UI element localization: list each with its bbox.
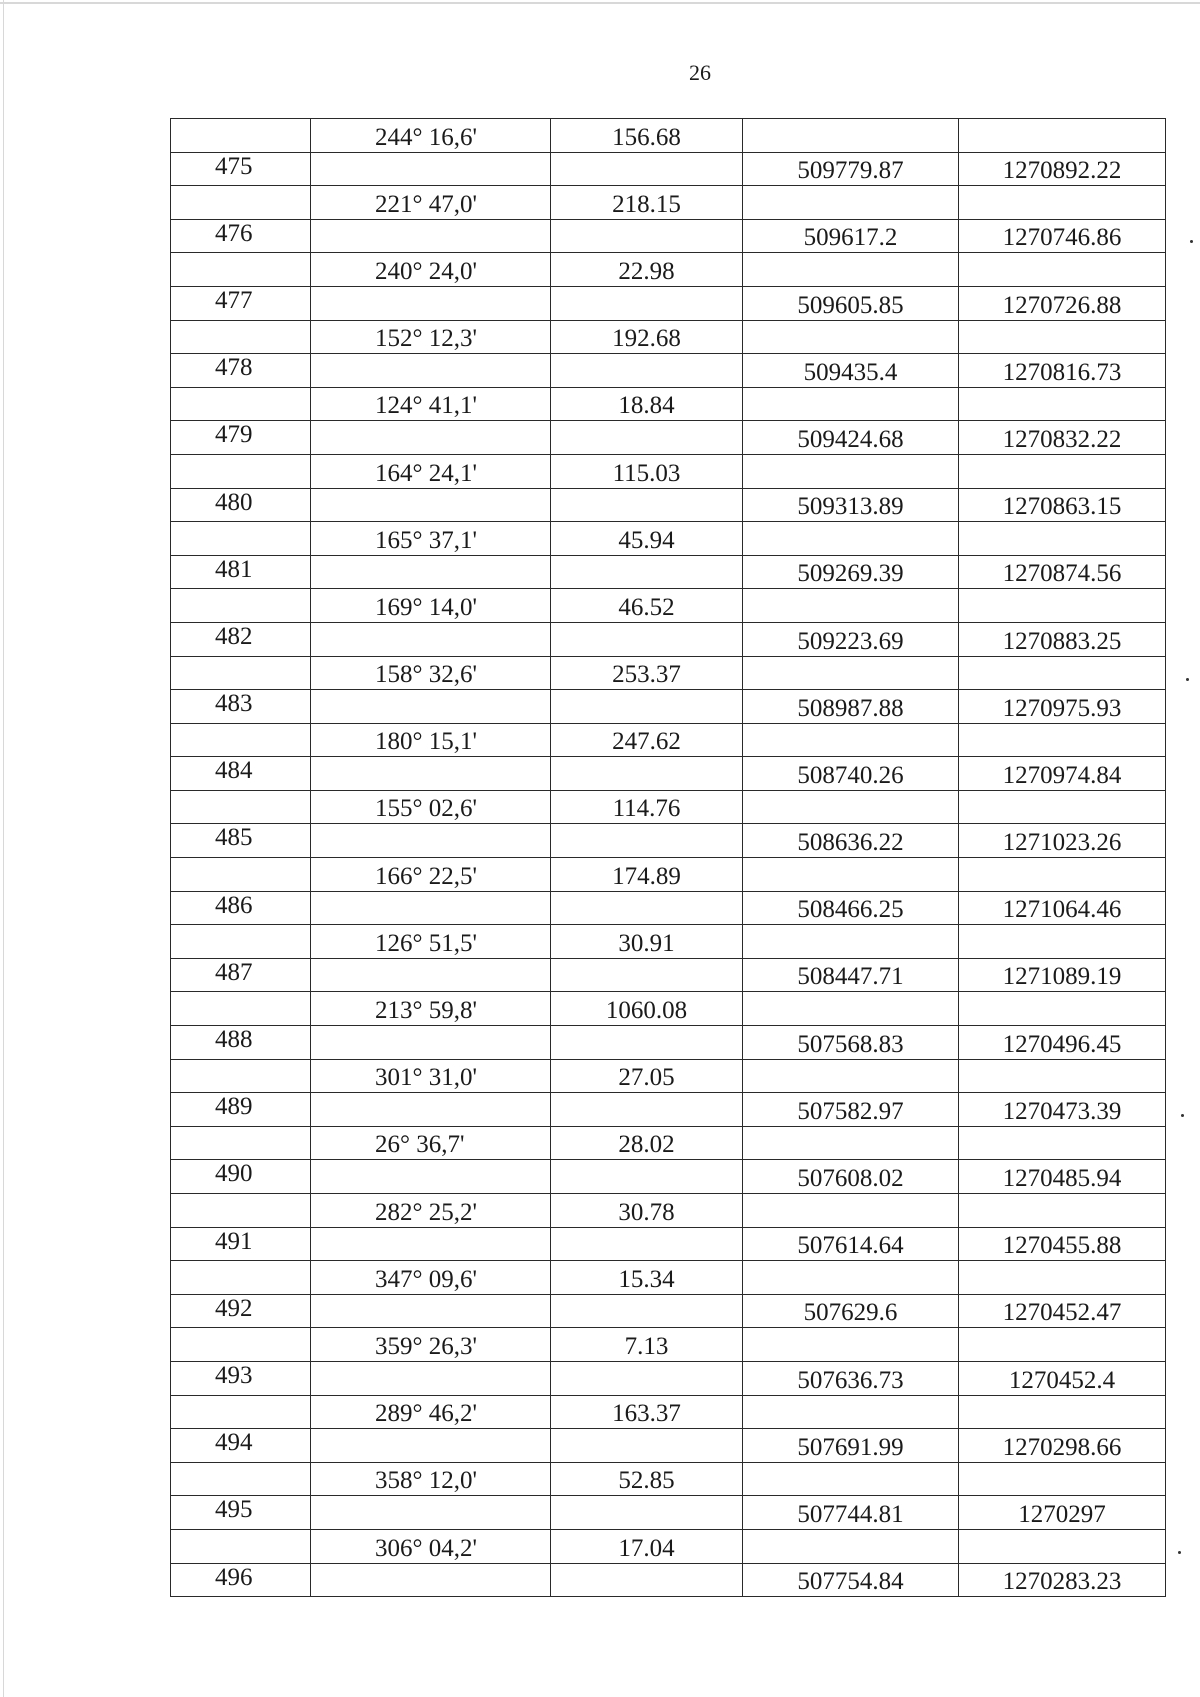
point-number-cell: 477	[171, 286, 311, 320]
y-coordinate-cell: 1270455.88	[959, 1227, 1166, 1261]
table-row-point	[171, 690, 1166, 724]
point-number-cell: 490	[171, 1160, 311, 1194]
distance-cell: 192.68	[551, 320, 743, 354]
distance-cell	[551, 690, 743, 724]
y-coordinate-cell: 1270297	[959, 1496, 1166, 1530]
x-coordinate-cell: 509605.85	[743, 286, 959, 320]
distance-cell: 15.34	[551, 1261, 743, 1295]
point-number-cell	[171, 186, 311, 220]
direction-angle-cell: 359° 26,3'	[311, 1328, 551, 1362]
table-row-segment	[171, 656, 1166, 690]
point-number-cell	[171, 589, 311, 623]
x-coordinate-cell: 507754.84	[743, 1563, 959, 1597]
y-coordinate-cell: 1270496.45	[959, 1026, 1166, 1060]
y-coordinate-cell	[959, 1462, 1166, 1496]
x-coordinate-cell: 508466.25	[743, 891, 959, 925]
direction-angle-cell: 152° 12,3'	[311, 320, 551, 354]
y-coordinate-cell: 1270883.25	[959, 622, 1166, 656]
y-coordinate-cell: 1270874.56	[959, 555, 1166, 589]
x-coordinate-cell: 508987.88	[743, 690, 959, 724]
point-number-cell: 483	[171, 690, 311, 724]
distance-cell	[551, 152, 743, 186]
point-number-cell	[171, 723, 311, 757]
table-row-segment	[171, 1529, 1166, 1563]
point-number-cell	[171, 119, 311, 153]
page-number: 26	[689, 60, 711, 85]
direction-angle-cell: 166° 22,5'	[311, 858, 551, 892]
y-coordinate-cell	[959, 522, 1166, 556]
table-row-segment	[171, 925, 1166, 959]
distance-cell: 45.94	[551, 522, 743, 556]
table-row-segment	[171, 119, 1166, 153]
point-number-cell: 476	[171, 219, 311, 253]
table-row-point	[171, 958, 1166, 992]
distance-cell	[551, 286, 743, 320]
direction-angle-cell: 180° 15,1'	[311, 723, 551, 757]
x-coordinate-cell	[743, 1261, 959, 1295]
y-coordinate-cell	[959, 925, 1166, 959]
point-number-cell: 486	[171, 891, 311, 925]
distance-cell: 115.03	[551, 454, 743, 488]
y-coordinate-cell: 1270726.88	[959, 286, 1166, 320]
point-number-cell	[171, 454, 311, 488]
x-coordinate-cell	[743, 589, 959, 623]
direction-angle-cell	[311, 152, 551, 186]
table-row-segment	[171, 858, 1166, 892]
distance-cell: 18.84	[551, 387, 743, 421]
direction-angle-cell: 124° 41,1'	[311, 387, 551, 421]
point-number-cell: 495	[171, 1496, 311, 1530]
x-coordinate-cell	[743, 858, 959, 892]
point-number-cell: 485	[171, 824, 311, 858]
x-coordinate-cell: 509424.68	[743, 421, 959, 455]
x-coordinate-cell	[743, 253, 959, 287]
distance-cell: 46.52	[551, 589, 743, 623]
y-coordinate-cell	[959, 119, 1166, 153]
y-coordinate-cell	[959, 1059, 1166, 1093]
table-row-point	[171, 824, 1166, 858]
scan-speck	[1186, 678, 1189, 681]
direction-angle-cell	[311, 1227, 551, 1261]
direction-angle-cell: 244° 16,6'	[311, 119, 551, 153]
x-coordinate-cell: 507608.02	[743, 1160, 959, 1194]
table-row-segment	[171, 454, 1166, 488]
scan-speck	[1181, 1114, 1184, 1117]
y-coordinate-cell	[959, 454, 1166, 488]
y-coordinate-cell: 1270816.73	[959, 354, 1166, 388]
table-row-point	[171, 1227, 1166, 1261]
x-coordinate-cell	[743, 1462, 959, 1496]
y-coordinate-cell: 1271064.46	[959, 891, 1166, 925]
direction-angle-cell	[311, 1496, 551, 1530]
y-coordinate-cell	[959, 790, 1166, 824]
distance-cell: 1060.08	[551, 992, 743, 1026]
y-coordinate-cell: 1270746.86	[959, 219, 1166, 253]
table-row-segment	[171, 1462, 1166, 1496]
y-coordinate-cell	[959, 320, 1166, 354]
distance-cell: 17.04	[551, 1529, 743, 1563]
point-number-cell	[171, 992, 311, 1026]
point-number-cell	[171, 925, 311, 959]
table-row-point	[171, 152, 1166, 186]
direction-angle-cell	[311, 690, 551, 724]
distance-cell	[551, 622, 743, 656]
point-number-cell	[171, 1059, 311, 1093]
x-coordinate-cell: 509269.39	[743, 555, 959, 589]
y-coordinate-cell	[959, 1529, 1166, 1563]
direction-angle-cell	[311, 1026, 551, 1060]
table-row-point	[171, 354, 1166, 388]
direction-angle-cell: 306° 04,2'	[311, 1529, 551, 1563]
x-coordinate-cell: 507744.81	[743, 1496, 959, 1530]
distance-cell	[551, 421, 743, 455]
x-coordinate-cell: 507691.99	[743, 1429, 959, 1463]
direction-angle-cell	[311, 891, 551, 925]
table-row-segment	[171, 992, 1166, 1026]
x-coordinate-cell	[743, 1194, 959, 1228]
y-coordinate-cell: 1270283.23	[959, 1563, 1166, 1597]
direction-angle-cell	[311, 286, 551, 320]
distance-cell	[551, 1294, 743, 1328]
distance-cell: 253.37	[551, 656, 743, 690]
y-coordinate-cell: 1270863.15	[959, 488, 1166, 522]
table-row-segment	[171, 790, 1166, 824]
table-row-point	[171, 1294, 1166, 1328]
y-coordinate-cell: 1270452.4	[959, 1361, 1166, 1395]
direction-angle-cell	[311, 757, 551, 791]
direction-angle-cell: 347° 09,6'	[311, 1261, 551, 1295]
point-number-cell: 480	[171, 488, 311, 522]
direction-angle-cell	[311, 488, 551, 522]
distance-cell	[551, 891, 743, 925]
table-row-point	[171, 555, 1166, 589]
point-number-cell: 488	[171, 1026, 311, 1060]
point-number-cell: 478	[171, 354, 311, 388]
y-coordinate-cell: 1270974.84	[959, 757, 1166, 791]
distance-cell	[551, 1093, 743, 1127]
table-row-point	[171, 488, 1166, 522]
scan-speck	[1190, 240, 1193, 243]
distance-cell	[551, 757, 743, 791]
x-coordinate-cell	[743, 925, 959, 959]
table-row-point	[171, 1160, 1166, 1194]
point-number-cell	[171, 1261, 311, 1295]
distance-cell	[551, 1496, 743, 1530]
y-coordinate-cell	[959, 1194, 1166, 1228]
distance-cell	[551, 1026, 743, 1060]
table-row-point	[171, 891, 1166, 925]
direction-angle-cell: 26° 36,7'	[311, 1126, 551, 1160]
y-coordinate-cell: 1270473.39	[959, 1093, 1166, 1127]
direction-angle-cell: 282° 25,2'	[311, 1194, 551, 1228]
x-coordinate-cell: 509617.2	[743, 219, 959, 253]
direction-angle-cell: 289° 46,2'	[311, 1395, 551, 1429]
direction-angle-cell: 164° 24,1'	[311, 454, 551, 488]
distance-cell	[551, 488, 743, 522]
point-number-cell	[171, 790, 311, 824]
direction-angle-cell: 221° 47,0'	[311, 186, 551, 220]
point-number-cell: 487	[171, 958, 311, 992]
point-number-cell	[171, 656, 311, 690]
distance-cell	[551, 555, 743, 589]
x-coordinate-cell	[743, 320, 959, 354]
distance-cell: 247.62	[551, 723, 743, 757]
distance-cell: 30.78	[551, 1194, 743, 1228]
y-coordinate-cell	[959, 992, 1166, 1026]
x-coordinate-cell	[743, 1126, 959, 1160]
x-coordinate-cell	[743, 119, 959, 153]
direction-angle-cell	[311, 958, 551, 992]
x-coordinate-cell	[743, 992, 959, 1026]
table-row-point	[171, 219, 1166, 253]
table-row-segment	[171, 186, 1166, 220]
direction-angle-cell: 301° 31,0'	[311, 1059, 551, 1093]
table-row-segment	[171, 253, 1166, 287]
table-row-point	[171, 1429, 1166, 1463]
point-number-cell: 482	[171, 622, 311, 656]
direction-angle-cell	[311, 555, 551, 589]
x-coordinate-cell	[743, 1395, 959, 1429]
y-coordinate-cell: 1270452.47	[959, 1294, 1166, 1328]
point-number-cell: 475	[171, 152, 311, 186]
x-coordinate-cell	[743, 1059, 959, 1093]
y-coordinate-cell	[959, 1261, 1166, 1295]
point-number-cell	[171, 253, 311, 287]
x-coordinate-cell	[743, 790, 959, 824]
table-row-segment	[171, 1126, 1166, 1160]
point-number-cell	[171, 858, 311, 892]
y-coordinate-cell: 1271089.19	[959, 958, 1166, 992]
x-coordinate-cell: 507629.6	[743, 1294, 959, 1328]
direction-angle-cell: 158° 32,6'	[311, 656, 551, 690]
distance-cell	[551, 219, 743, 253]
direction-angle-cell: 126° 51,5'	[311, 925, 551, 959]
direction-angle-cell	[311, 421, 551, 455]
point-number-cell	[171, 1194, 311, 1228]
y-coordinate-cell	[959, 186, 1166, 220]
x-coordinate-cell	[743, 454, 959, 488]
distance-cell: 28.02	[551, 1126, 743, 1160]
point-number-cell: 479	[171, 421, 311, 455]
direction-angle-cell: 358° 12,0'	[311, 1462, 551, 1496]
x-coordinate-cell: 507568.83	[743, 1026, 959, 1060]
table-row-point	[171, 622, 1166, 656]
point-number-cell	[171, 1328, 311, 1362]
distance-cell	[551, 1563, 743, 1597]
distance-cell: 27.05	[551, 1059, 743, 1093]
table-row-segment	[171, 1261, 1166, 1295]
scan-speck	[1178, 1551, 1181, 1554]
point-number-cell: 481	[171, 555, 311, 589]
x-coordinate-cell	[743, 656, 959, 690]
table-row-point	[171, 757, 1166, 791]
table-row-segment	[171, 387, 1166, 421]
y-coordinate-cell	[959, 656, 1166, 690]
point-number-cell	[171, 1126, 311, 1160]
x-coordinate-cell	[743, 1529, 959, 1563]
y-coordinate-cell	[959, 1328, 1166, 1362]
scan-edge-line	[0, 2, 1200, 4]
y-coordinate-cell: 1270832.22	[959, 421, 1166, 455]
y-coordinate-cell	[959, 1126, 1166, 1160]
point-number-cell	[171, 1395, 311, 1429]
point-number-cell	[171, 1529, 311, 1563]
distance-cell: 174.89	[551, 858, 743, 892]
x-coordinate-cell	[743, 723, 959, 757]
point-number-cell: 484	[171, 757, 311, 791]
table-row-point	[171, 1563, 1166, 1597]
point-number-cell: 496	[171, 1563, 311, 1597]
x-coordinate-cell: 507614.64	[743, 1227, 959, 1261]
coordinate-table	[170, 118, 1166, 1597]
y-coordinate-cell	[959, 387, 1166, 421]
table-row-point	[171, 1361, 1166, 1395]
direction-angle-cell: 240° 24,0'	[311, 253, 551, 287]
y-coordinate-cell	[959, 589, 1166, 623]
point-number-cell	[171, 522, 311, 556]
table-row-segment	[171, 1059, 1166, 1093]
direction-angle-cell	[311, 824, 551, 858]
y-coordinate-cell: 1271023.26	[959, 824, 1166, 858]
x-coordinate-cell: 508740.26	[743, 757, 959, 791]
distance-cell	[551, 958, 743, 992]
table-row-point	[171, 286, 1166, 320]
y-coordinate-cell: 1270975.93	[959, 690, 1166, 724]
point-number-cell: 492	[171, 1294, 311, 1328]
direction-angle-cell: 213° 59,8'	[311, 992, 551, 1026]
table-row-segment	[171, 589, 1166, 623]
table-row-segment	[171, 522, 1166, 556]
point-number-cell: 493	[171, 1361, 311, 1395]
table-row-segment	[171, 1328, 1166, 1362]
x-coordinate-cell: 509779.87	[743, 152, 959, 186]
distance-cell	[551, 1361, 743, 1395]
direction-angle-cell: 155° 02,6'	[311, 790, 551, 824]
distance-cell	[551, 354, 743, 388]
distance-cell: 156.68	[551, 119, 743, 153]
point-number-cell: 494	[171, 1429, 311, 1463]
y-coordinate-cell	[959, 858, 1166, 892]
x-coordinate-cell	[743, 387, 959, 421]
y-coordinate-cell: 1270892.22	[959, 152, 1166, 186]
direction-angle-cell	[311, 1429, 551, 1463]
x-coordinate-cell: 508447.71	[743, 958, 959, 992]
distance-cell: 22.98	[551, 253, 743, 287]
direction-angle-cell	[311, 622, 551, 656]
y-coordinate-cell: 1270485.94	[959, 1160, 1166, 1194]
point-number-cell: 489	[171, 1093, 311, 1127]
x-coordinate-cell: 509435.4	[743, 354, 959, 388]
x-coordinate-cell: 507582.97	[743, 1093, 959, 1127]
direction-angle-cell	[311, 219, 551, 253]
x-coordinate-cell	[743, 1328, 959, 1362]
distance-cell: 163.37	[551, 1395, 743, 1429]
distance-cell: 218.15	[551, 186, 743, 220]
table-row-point	[171, 1496, 1166, 1530]
distance-cell: 7.13	[551, 1328, 743, 1362]
point-number-cell: 491	[171, 1227, 311, 1261]
x-coordinate-cell: 509313.89	[743, 488, 959, 522]
table-row-segment	[171, 723, 1166, 757]
distance-cell	[551, 824, 743, 858]
y-coordinate-cell: 1270298.66	[959, 1429, 1166, 1463]
x-coordinate-cell: 507636.73	[743, 1361, 959, 1395]
direction-angle-cell	[311, 1160, 551, 1194]
point-number-cell	[171, 320, 311, 354]
direction-angle-cell	[311, 1093, 551, 1127]
table-row-segment	[171, 1194, 1166, 1228]
y-coordinate-cell	[959, 253, 1166, 287]
direction-angle-cell: 169° 14,0'	[311, 589, 551, 623]
scan-edge-line	[3, 0, 4, 1697]
point-number-cell	[171, 387, 311, 421]
table-row-point	[171, 421, 1166, 455]
distance-cell: 30.91	[551, 925, 743, 959]
direction-angle-cell	[311, 1361, 551, 1395]
x-coordinate-cell: 509223.69	[743, 622, 959, 656]
point-number-cell	[171, 1462, 311, 1496]
x-coordinate-cell	[743, 522, 959, 556]
x-coordinate-cell: 508636.22	[743, 824, 959, 858]
table-row-segment	[171, 1395, 1166, 1429]
table-body	[171, 119, 1166, 1597]
distance-cell	[551, 1160, 743, 1194]
y-coordinate-cell	[959, 1395, 1166, 1429]
y-coordinate-cell	[959, 723, 1166, 757]
x-coordinate-cell	[743, 186, 959, 220]
distance-cell: 52.85	[551, 1462, 743, 1496]
distance-cell	[551, 1429, 743, 1463]
distance-cell	[551, 1227, 743, 1261]
direction-angle-cell	[311, 354, 551, 388]
direction-angle-cell	[311, 1563, 551, 1597]
direction-angle-cell: 165° 37,1'	[311, 522, 551, 556]
table-row-point	[171, 1093, 1166, 1127]
distance-cell: 114.76	[551, 790, 743, 824]
table-row-point	[171, 1026, 1166, 1060]
direction-angle-cell	[311, 1294, 551, 1328]
table-row-segment	[171, 320, 1166, 354]
